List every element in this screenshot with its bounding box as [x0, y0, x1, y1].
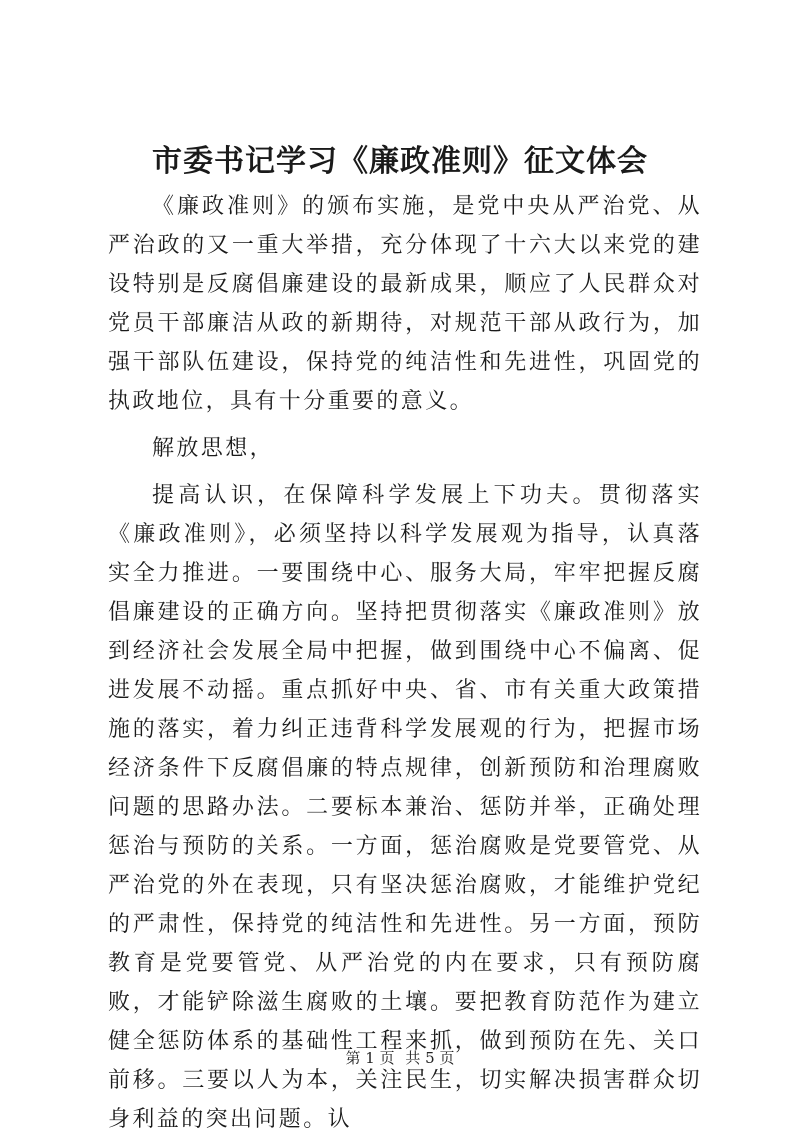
paragraph: 提高认识，在保障科学发展上下功夫。贯彻落实《廉政准则》，必须坚持以科学发展观为指导，认真落实全力推进。一要围绕中心、服务大局，牢牢把握反腐倡廉建设的正确方向。坚持把贯彻落实《廉政准则》放到经济社会发展全局中把握，做到围绕中心不偏离、促进发展不动摇。重点抓好中央、省、市有关重大政策措施的落实，着力纠正违背科学发展观的行为，把握市场经济条件下反腐倡廉的特点规律，创新预防和治理腐败问题的思路办法。二要标本兼治、惩防并举，正确处理惩治与预防的关系。一方面，惩治腐败是党要管党、从严治党的外在表现，只有坚决惩治腐败，才能维护党纪的严肃性，保持党的纯洁性和先进性。另一方面，预防教育是党要管党、从严治党的内在要求，只有预防腐败，才能铲除滋生腐败的土壤。要把教育防范作为建立健全惩防体系的基础性工程来抓，做到预防在先、关口前移。三要以人为本，关注民生，切实解决损害群众切身利益的突出问题。认	[108, 483, 702, 1132]
paragraph: 解放思想，	[152, 436, 275, 461]
document-body	[108, 187, 702, 1147]
page-footer	[0, 1048, 800, 1068]
page-number: 第 1 页	[345, 1049, 395, 1067]
page-total: 共 5 页	[405, 1049, 455, 1067]
document-title: 市委书记学习《廉政准则》征文体会	[152, 144, 648, 179]
paragraph: 《廉政准则》的颁布实施，是党中央从严治党、从严治政的又一重大举措，充分体现了十六大以来党的建设特别是反腐倡廉建设的最新成果，顺应了人民群众对党员干部廉洁从政的新期待，对规范干部从政行为，加强干部队伍建设，保持党的纯洁性和先进性，巩固党的执政地位，具有十分重要的意义。	[108, 194, 702, 414]
